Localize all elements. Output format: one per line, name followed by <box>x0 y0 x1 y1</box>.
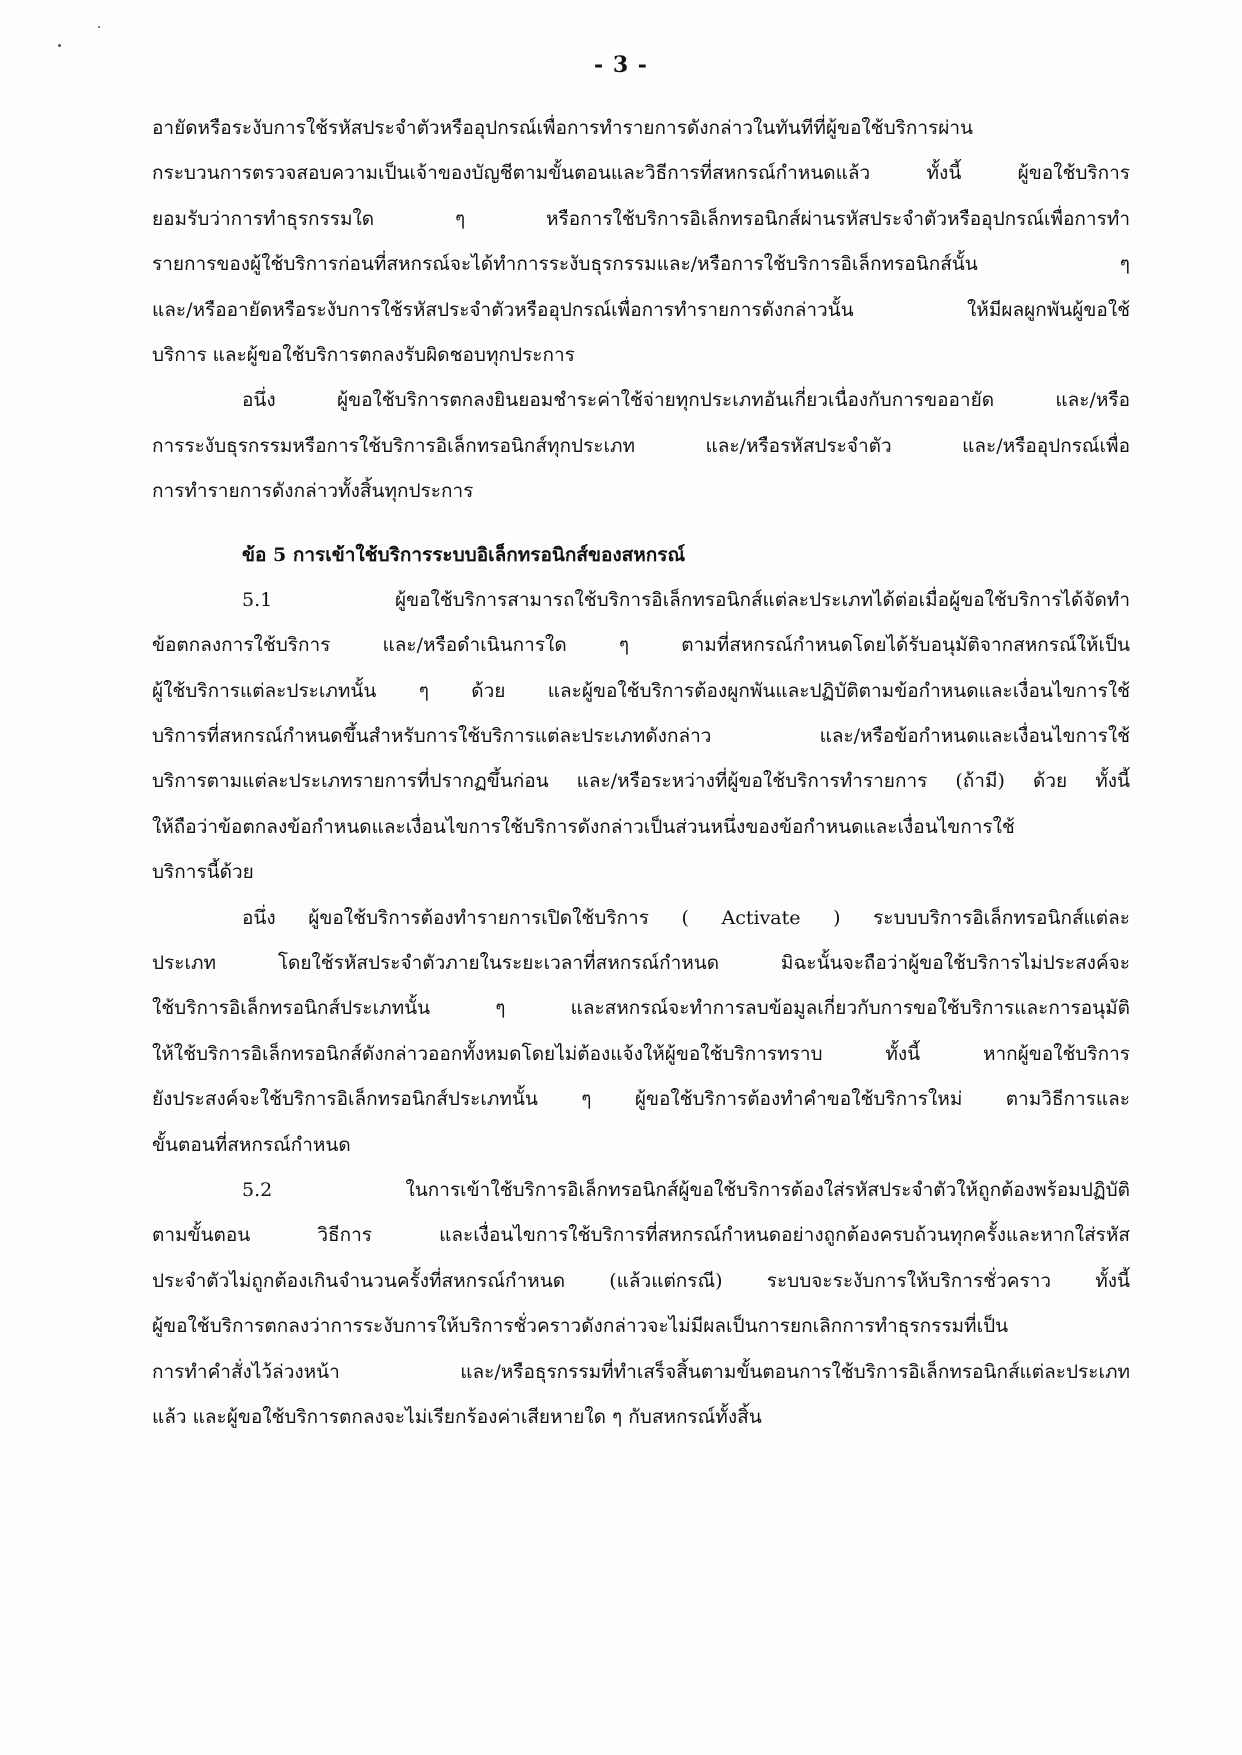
text-line: 5.2 ในการเข้าใช้บริการอิเล็กทรอนิกส์ผู้ขอใช้บริการต้องใส่รหัสประจำตัวให้ถูกต้องพร้อมปฏิบัติ <box>242 1178 1130 1201</box>
text-line: การทำคำสั่งไว้ล่วงหน้า และ/หรือธุรกรรมที่ทำเสร็จสิ้นตามขั้นตอนการใช้บริการอิเล็กทรอนิกส์แต่ละประเภท <box>152 1360 1130 1383</box>
text-line: ยังประสงค์จะใช้บริการอิเล็กทรอนิกส์ประเภทนั้น ๆ ผู้ขอใช้บริการต้องทำคำขอใช้บริการใหม่ ตามวิธีการและ <box>152 1088 1130 1111</box>
text-line: ผู้ขอใช้บริการตกลงว่าการระงับการให้บริการชั่วคราวดังกล่าวจะไม่มีผลเป็นการยกเลิกการทำธุรกรรมที่เป็น <box>152 1315 1009 1338</box>
text-line: ประเภท โดยใช้รหัสประจำตัวภายในระยะเวลาที่สหกรณ์กำหนด มิฉะนั้นจะถือว่าผู้ขอใช้บริการไม่ประสงค์จะ <box>152 952 1130 975</box>
text-line: ให้ถือว่าข้อตกลงข้อกำหนดและเงื่อนไขการใช้บริการดังกล่าวเป็นส่วนหนึ่งของข้อกำหนดและเงื่อนไขการใช้ <box>152 815 1015 838</box>
text-line: และ/หรืออายัดหรือระงับการใช้รหัสประจำตัวหรืออุปกรณ์เพื่อการทำรายการดังกล่าวนั้น ให้มีผลผูกพันผู้ขอใช้ <box>152 298 1130 321</box>
text-line: ใช้บริการอิเล็กทรอนิกส์ประเภทนั้น ๆ และสหกรณ์จะทำการลบข้อมูลเกี่ยวกับการขอใช้บริการและการอนุมัติ <box>152 997 1130 1020</box>
text-line: บริการนี้ด้วย <box>152 861 254 884</box>
text-line: อายัดหรือระงับการใช้รหัสประจำตัวหรืออุปกรณ์เพื่อการทำรายการดังกล่าวในทันทีที่ผู้ขอใช้บริการผ่าน <box>152 117 973 139</box>
text-line: ผู้ใช้บริการแต่ละประเภทนั้น ๆ ด้วย และผู้ขอใช้บริการต้องผูกพันและปฏิบัติตามข้อกำหนดและเงื่อนไขการใช้ <box>152 679 1130 702</box>
paragraph-5-1 <box>152 578 1130 896</box>
paragraph-activate <box>152 896 1130 1168</box>
page-number: - 3 - <box>594 52 648 78</box>
text-line: รายการของผู้ใช้บริการก่อนที่สหกรณ์จะได้ทำการระงับธุรกรรมและ/หรือการใช้บริการอิเล็กทรอนิกส์นั้น ๆ <box>152 253 1130 276</box>
paragraph-fees <box>152 378 1130 514</box>
text-line: การระงับธุรกรรมหรือการใช้บริการอิเล็กทรอนิกส์ทุกประเภท และ/หรือรหัสประจำตัว และ/หรืออุปกรณ์เพื่อ <box>152 434 1130 457</box>
text-line: อนึ่ง ผู้ขอใช้บริการตกลงยินยอมชำระค่าใช้จ่ายทุกประเภทอันเกี่ยวเนื่องกับการขออายัด และ/หรือ <box>242 389 1130 412</box>
paragraph-5-2 <box>152 1168 1130 1440</box>
text-line: บริการ และผู้ขอใช้บริการตกลงรับผิดชอบทุกประการ <box>152 343 575 366</box>
scan-speck <box>98 26 100 28</box>
document-body <box>152 106 1130 1440</box>
text-line: บริการตามแต่ละประเภทรายการที่ปรากฏขึ้นก่อน และ/หรือระหว่างที่ผู้ขอใช้บริการทำรายการ (ถ้ามี) ด้วย ทั้งนี้ <box>152 770 1130 793</box>
text-line: ขั้นตอนที่สหกรณ์กำหนด <box>152 1133 351 1156</box>
text-line: กระบวนการตรวจสอบความเป็นเจ้าของบัญชีตามขั้นตอนและวิธีการที่สหกรณ์กำหนดแล้ว ทั้งนี้ ผู้ขอใช้บริการ <box>152 162 1130 185</box>
text-line: การทำรายการดังกล่าวทั้งสิ้นทุกประการ <box>152 480 474 503</box>
text-line: ข้อตกลงการใช้บริการ และ/หรือดำเนินการใด ๆ ตามที่สหกรณ์กำหนดโดยได้รับอนุมัติจากสหกรณ์ให้เป็น <box>152 634 1130 657</box>
paragraph-revoke-consent <box>152 106 1130 378</box>
text-line: บริการที่สหกรณ์กำหนดขึ้นสำหรับการใช้บริการแต่ละประเภทดังกล่าว และ/หรือข้อกำหนดและเงื่อนไขการใช้ <box>152 725 1130 748</box>
scan-speck <box>58 44 61 47</box>
text-line: ตามขั้นตอน วิธีการ และเงื่อนไขการใช้บริการที่สหกรณ์กำหนดอย่างถูกต้องครบถ้วนทุกครั้งและหากใส่รหัส <box>152 1224 1130 1247</box>
text-line: ประจำตัวไม่ถูกต้องเกินจำนวนครั้งที่สหกรณ์กำหนด (แล้วแต่กรณี) ระบบจะระงับการให้บริการชั่วคราว ทั้งนี้ <box>152 1269 1130 1292</box>
text-line: อนึ่ง ผู้ขอใช้บริการต้องทำรายการเปิดใช้บริการ ( Activate ) ระบบบริการอิเล็กทรอนิกส์แต่ละ <box>242 906 1130 929</box>
text-line: แล้ว และผู้ขอใช้บริการตกลงจะไม่เรียกร้องค่าเสียหายใด ๆ กับสหกรณ์ทั้งสิ้น <box>152 1405 762 1428</box>
text-line: ให้ใช้บริการอิเล็กทรอนิกส์ดังกล่าวออกทั้งหมดโดยไม่ต้องแจ้งให้ผู้ขอใช้บริการทราบ ทั้งนี้ หากผู้ขอใช้บริการ <box>152 1042 1130 1065</box>
text-line: ยอมรับว่าการทำธุรกรรมใด ๆ หรือการใช้บริการอิเล็กทรอนิกส์ผ่านรหัสประจำตัวหรืออุปกรณ์เพื่อการทำ <box>152 207 1130 230</box>
text-line: 5.1 ผู้ขอใช้บริการสามารถใช้บริการอิเล็กทรอนิกส์แต่ละประเภทได้ต่อเมื่อผู้ขอใช้บริการได้จัดทำ <box>242 588 1130 611</box>
section-heading: ข้อ 5 การเข้าใช้บริการระบบอิเล็กทรอนิกส์ของสหกรณ์ <box>242 543 686 566</box>
